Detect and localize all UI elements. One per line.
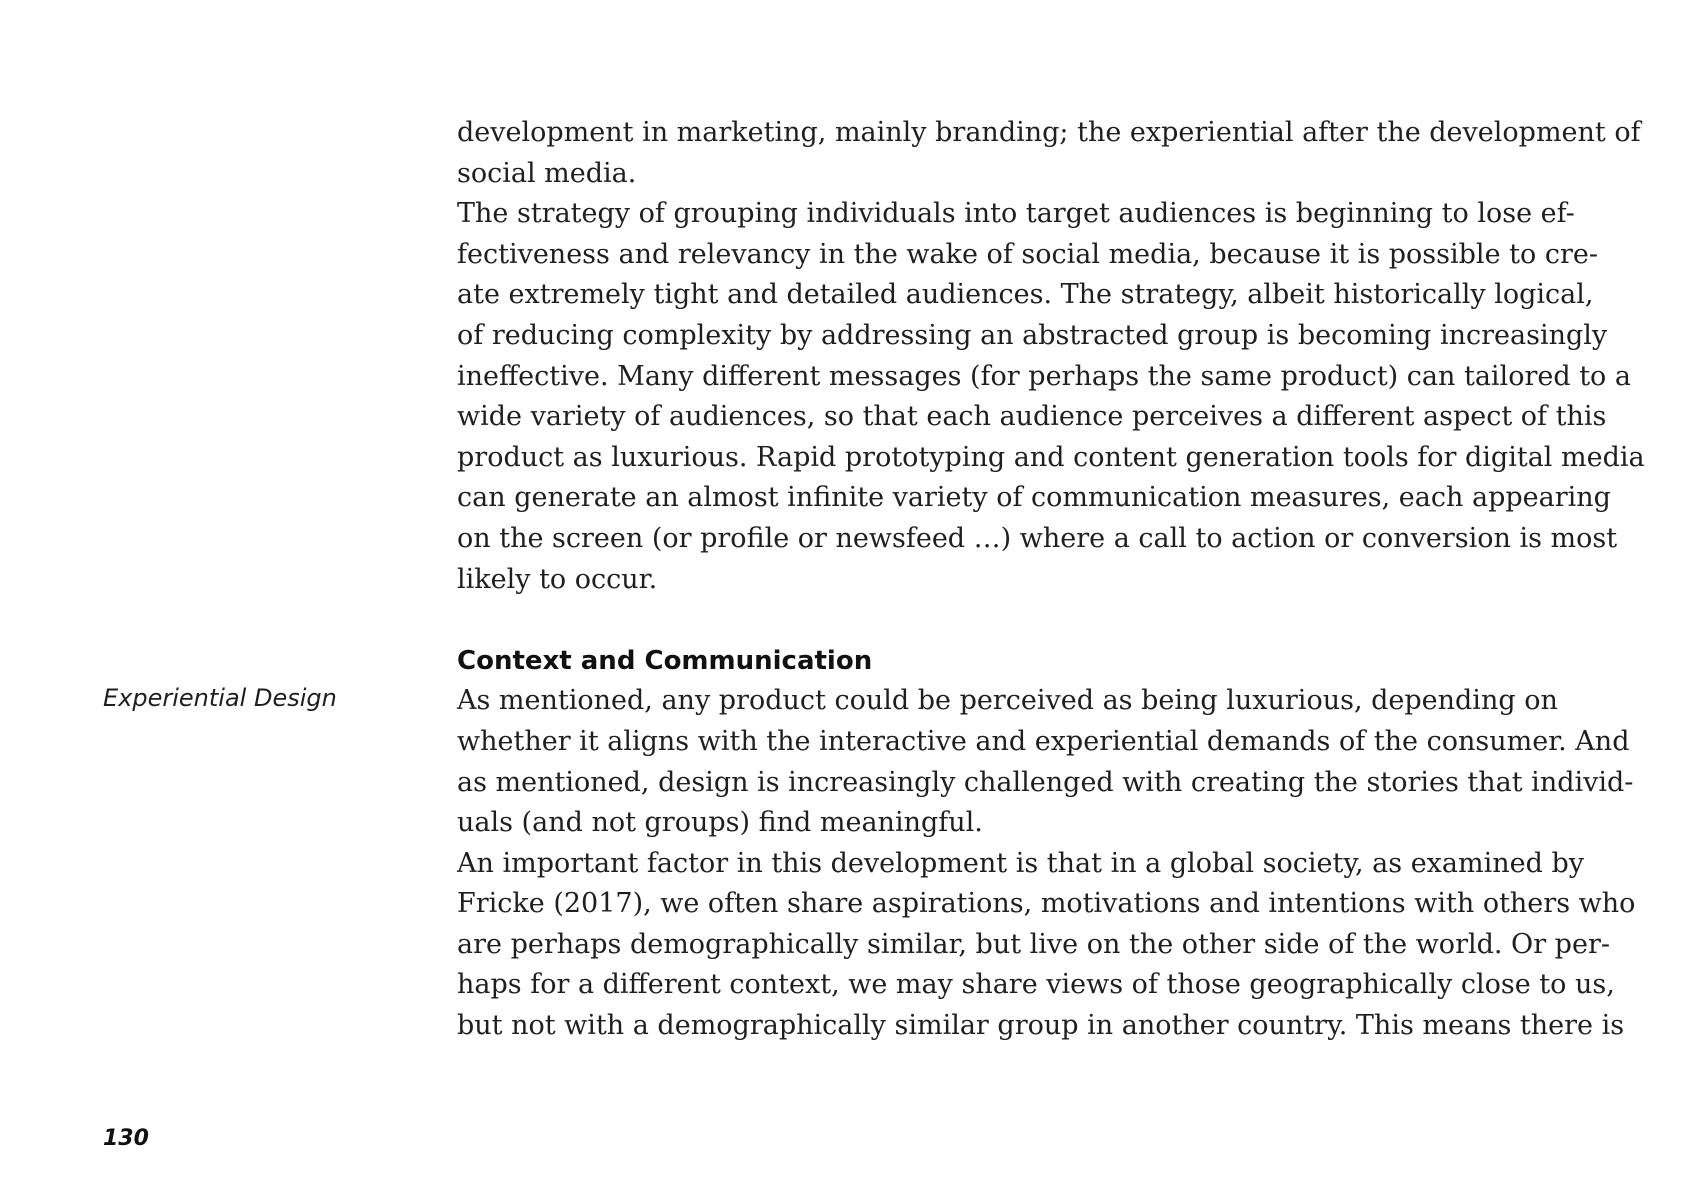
text-line: ineffective. Many different messages (for perhaps the same product) can tailored to a [457,360,1631,392]
text-line: but not with a demographically similar group in another country. This means there is [457,1010,1625,1042]
text-line: haps for a different context, we may share views of those geographically close to us, [457,969,1615,1001]
text-line: ate extremely tight and detailed audiences. The strategy, albeit historically logical, [457,279,1594,311]
paragraph-4 [457,844,1637,1047]
text-line: development in marketing, mainly branding; the experiential after the development of [457,117,1641,148]
text-line: uals (and not groups) find meaningful. [457,807,983,839]
section-heading: Context and Communication [457,645,873,676]
text-line: As mentioned, any product could be perceived as being luxurious, depending on [457,685,1558,717]
paragraph-2 [457,194,1645,600]
text-line: on the screen (or profile or newsfeed …) where a call to action or conversion is most [457,522,1618,554]
section-spacer [457,600,1637,641]
text-line: wide variety of audiences, so that each audience perceives a different aspect of this [457,401,1607,433]
page-number: 130 [103,1126,149,1151]
margin-note: Experiential Design [103,684,337,712]
text-line: fectiveness and relevancy in the wake of social media, because it is possible to cre- [457,238,1598,270]
paragraph-1 [457,113,1641,194]
text-line: Fricke (2017), we often share aspirations, motivations and intentions with others who [457,888,1636,920]
paragraph-3 [457,681,1637,843]
text-line: product as luxurious. Rapid prototyping and content generation tools for digital media [457,441,1645,473]
text-line: of reducing complexity by addressing an abstracted group is becoming increasingly [457,319,1608,351]
text-line: can generate an almost infinite variety of communication measures, each appearing [457,482,1611,514]
text-line: social media. [457,157,637,189]
main-text-column [457,113,1645,1047]
text-line: as mentioned, design is increasingly challenged with creating the stories that individ- [457,766,1634,798]
text-line: whether it aligns with the interactive and experiential demands of the consumer. And [457,725,1630,757]
text-line: likely to occur. [457,563,658,595]
text-line: The strategy of grouping individuals into target audiences is beginning to lose ef- [457,198,1575,230]
text-line: An important factor in this development is that in a global society, as examined by [457,847,1584,879]
text-line: are perhaps demographically similar, but live on the other side of the world. Or per- [457,928,1610,960]
